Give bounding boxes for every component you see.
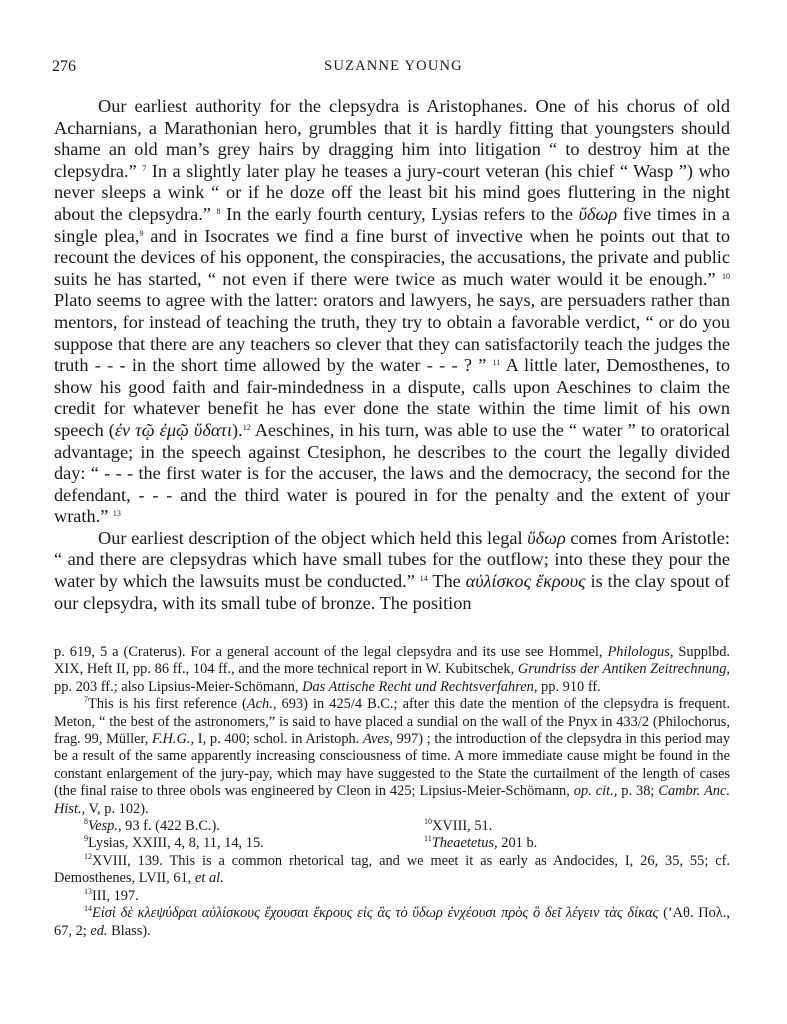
footnote-continued: p. 619, 5 a (Craterus). For a general account of the legal clepsydra and its use see Hommel, Philologus, Supplbd. XIX, Heft II, pp. 86 ff., 104 ff., and the more technical report in W. Kubitschek, Grundriss der Antiken Zeitrechnung, pp. 203 ff.; also Lipsius-Meier-Schömann, Das Attische Recht und Rechtsverfahren, pp. 910 ff.: [54, 644, 730, 695]
footnote-12: $^{12}$XVIII, 139. This is a common rhetorical tag, and we meet it as early as Andocides, I, 26, 35, 55; cf. Demosthenes, LVII, 61, et al.: [54, 851, 730, 887]
main-text: [54, 96, 730, 614]
footnote-ref: 10: [722, 271, 730, 281]
page-header: [52, 58, 735, 80]
footnote-13: $^{13}$III, 197.: [84, 886, 139, 904]
greek-term: ἐν τῷ ἐμῷ ὕδατι: [114, 419, 233, 440]
footnote-row: [54, 818, 730, 835]
footnote-row: [54, 835, 730, 852]
footnotes: [54, 644, 730, 940]
footnote-ref: 11: [492, 358, 501, 368]
paragraph: Our earliest authority for the clepsydra is Aristophanes. One of his chorus of old Acharnians, a Marathonian hero, grumbles that it is hardly fitting that youngsters should shame an old man’s grey hairs by dragging him into litigation “ to destroy him at the clepsydra.” $^7$ In a slightly later play he teases a jury-court veteran (his chief “ Wasp ”) who never sleeps a wink “ or if he doze off the least bit his mind goes fluttering in the night about the clepsydra.” $^8$ In the early fourth century, Lysias refers to the ὕδωρ five times in a single plea,$^9$ and in Isocrates we find a fine burst of invective when he points out that to recount the devices of his opponent, the conspiracies, the accusations, the private and public suits he has started, “ not even if there were twice as much water would it be enough.” $^{10}$ Plato seems to agree with the latter: orators and lawyers, he says, are persuaders rather than mentors, for instead of teaching the truth, they try to obtain a favorable verdict, “ or do you suppose that there are any teachers so clever that they can satisfactorily teach the judges the truth - - - in the short time allowed by the water - - - ? ” $^{11}$ A little later, Demosthenes, to show his good faith and fair-mindedness in a dispute, calls upon Aeschines to claim the credit for whatever benefit he has ever done the state within the time limit of his own speech (ἐν τῷ ἐμῷ ὕδατι).$^{12}$ Aeschines, in his turn, was able to use the “ water ” to oratorical advantage; in the speech against Ctesiphon, he describes to the court the legally divided day: “ - - - the first water is for the accuser, the laws and the democracy, the second for the defendant, - - - and the third water is poured in for the penalty and the extent of your wrath.” $^{13}$: [54, 96, 731, 527]
running-title: SUZANNE YOUNG: [324, 58, 463, 74]
footnote-11: $^{11}$Theaetetus, 201 b.: [424, 834, 538, 852]
page-number: 276: [52, 58, 76, 75]
footnote-ref: 9: [139, 228, 144, 238]
greek-term: ὕδωρ: [578, 203, 618, 224]
footnote-7: $^7$This is his first reference (Ach., 693) in 425/4 B.C.; after this date the mention of the clepsydra is frequent. Meton, “ the best of the astronomers,” is said to have placed a sundial on the wall of the Pnyx in 433/2 (Philochorus, frag. 99, Müller, F.H.G., I, p. 400; schol. in Aristoph. Aves, 997) ; the introduction of the clepsydra in this period may be a result of the same apparently increasing consciousness of time. A more immediate cause might be found in the constant enlargement of the jury-pay, which may have suggested to the State the curtailment of the length of cases (the final raise to three obols was engineered by Cleon in 425; Lipsius-Meier-Schömann, op. cit., p. 38; Cambr. Anc. Hist., V, p. 102).: [54, 695, 731, 817]
footnote-10: $^{10}$XVIII, 51.: [424, 817, 493, 835]
greek-term: αὐλίσκος ἔκρους: [465, 571, 586, 592]
footnote-ref: 12: [242, 422, 251, 432]
footnote-9: $^9$Lysias, XXIII, 4, 8, 11, 14, 15.: [84, 834, 264, 852]
greek-term: ὕδωρ: [527, 527, 566, 548]
footnote-14: $^{14}$Εἰσὶ δὲ κλεψύδραι αὐλίσκους ἔχουσαι ἔκρους εἰς ἃς τὸ ὕδωρ ἐνχέουσι πρὸς ὃ δεῖ λέγειν τὰς δίκας (’Αθ. Πολ., 67, 2; ed. Blass).: [54, 904, 730, 939]
footnote-ref: 7: [142, 163, 147, 173]
footnote-8: $^8$Vesp., 93 f. (422 B.C.).: [84, 817, 220, 835]
footnote-ref: 8: [216, 206, 221, 216]
footnote-ref: 14: [419, 574, 428, 584]
paragraph: Our earliest description of the object which held this legal ὕδωρ comes from Aristotle: “ and there are clepsydras which have small tubes for the outflow; into these they pour the water by which the lawsuits must be conducted.” $^{14}$ The αὐλίσκος ἔκρους is the clay spout of our clepsydra, with its small tube of bronze. The position: [54, 527, 730, 613]
footnote-ref: 13: [112, 509, 121, 519]
